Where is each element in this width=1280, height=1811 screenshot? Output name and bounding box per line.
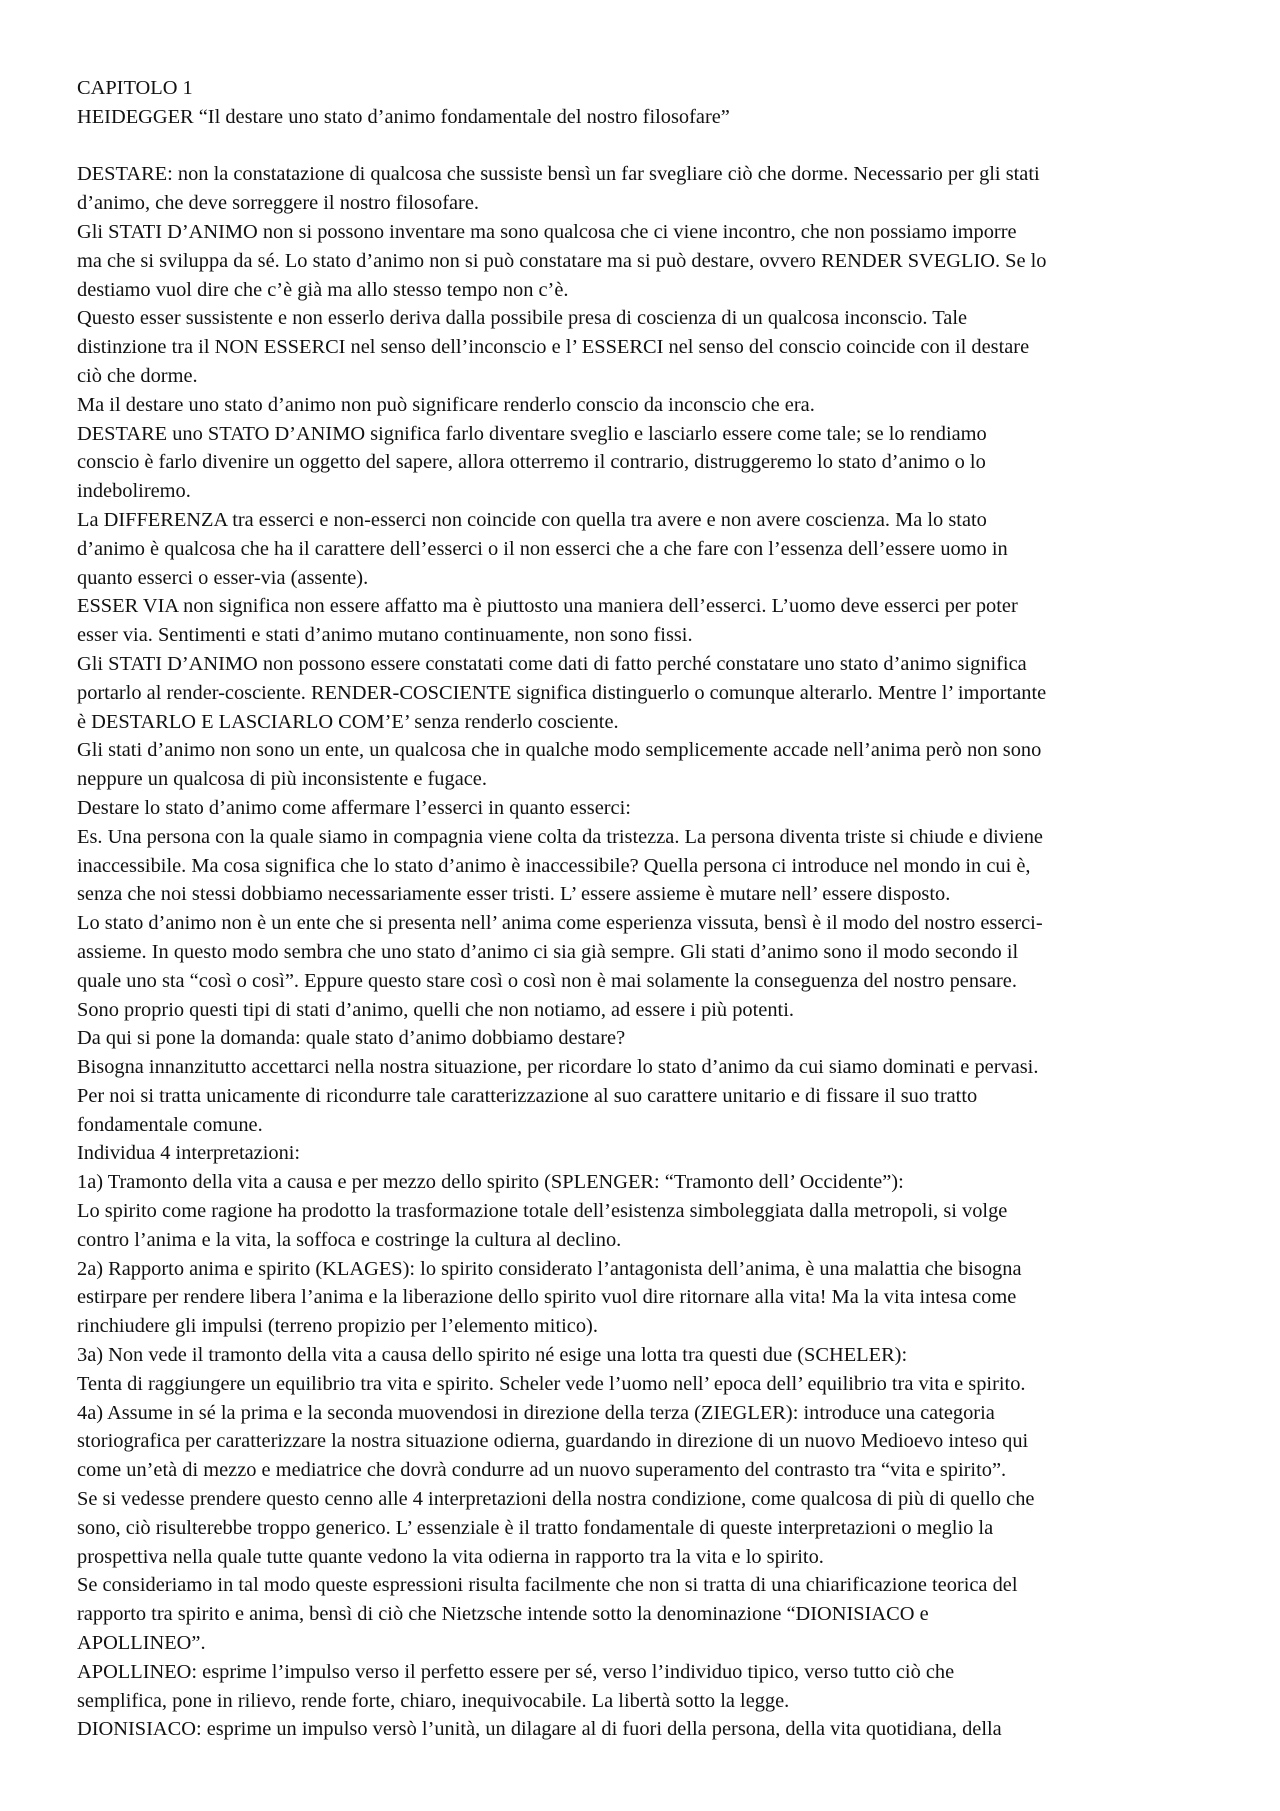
text-line: APOLLINEO”. bbox=[77, 1632, 206, 1655]
text-line: Bisogna innanzitutto accettarci nella nostra situazione, per ricordare lo stato d’animo da cui siamo dominati e pervasi. bbox=[77, 1056, 1039, 1079]
text-line: La DIFFERENZA tra esserci e non-esserci non coincide con quella tra avere e non avere coscienza. Ma lo stato bbox=[77, 508, 987, 531]
text-line: rapporto tra spirito e anima, bensì di ciò che Nietzsche intende sotto la denominazione “DIONISIACO e bbox=[77, 1603, 929, 1626]
text-line: quanto esserci o esser-via (assente). bbox=[77, 566, 369, 589]
text-line: 4a) Assume in sé la prima e la seconda muovendosi in direzione della terza (ZIEGLER): introduce una categoria bbox=[77, 1401, 995, 1424]
document-page bbox=[77, 74, 1212, 1744]
text-line: semplifica, pone in rilievo, rende forte, chiaro, inequivocabile. La libertà sotto la legge. bbox=[77, 1689, 790, 1712]
text-line: Destare lo stato d’animo come affermare l’esserci in quanto esserci: bbox=[77, 796, 631, 819]
text-line: inaccessibile. Ma cosa significa che lo stato d’animo è inaccessibile? Quella persona ci introduce nel mondo in cui è, bbox=[77, 854, 1031, 877]
text-line: ciò che dorme. bbox=[77, 364, 198, 387]
text-line: è DESTARLO E LASCIARLO COM’E’ senza renderlo cosciente. bbox=[77, 710, 619, 733]
text-line: portarlo al render-cosciente. RENDER-COSCIENTE significa distinguerlo o comunque alterarlo. Mentre l’ importante bbox=[77, 681, 1047, 704]
text-line: Individua 4 interpretazioni: bbox=[77, 1142, 301, 1165]
text-line: DESTARE uno STATO D’ANIMO significa farlo diventare sveglio e lasciarlo essere come tale; se lo rendiamo bbox=[77, 422, 987, 445]
text-line: 3a) Non vede il tramonto della vita a causa dello spirito né esige una lotta tra questi due (SCHELER): bbox=[77, 1344, 908, 1367]
text-line: ma che si sviluppa da sé. Lo stato d’animo non si può constatare ma si può destare, ovvero RENDER SVEGLIO. Se lo bbox=[77, 249, 1047, 272]
text-line: Questo esser sussistente e non esserlo deriva dalla possibile presa di coscienza di un qualcosa inconscio. Tale bbox=[77, 307, 968, 330]
text-line: Se si vedesse prendere questo cenno alle 4 interpretazioni della nostra condizione, come qualcosa di più di quello che bbox=[77, 1488, 1035, 1511]
text-line: destiamo vuol dire che c’è già ma allo stesso tempo non c’è. bbox=[77, 278, 569, 301]
text-line: assieme. In questo modo sembra che uno stato d’animo ci sia già sempre. Gli stati d’animo sono il modo secondo il bbox=[77, 940, 1019, 963]
text-line: Lo spirito come ragione ha prodotto la trasformazione totale dell’esistenza simboleggiata dalla metropoli, si volge bbox=[77, 1200, 1008, 1223]
text-line: Lo stato d’animo non è un ente che si presenta nell’ anima come esperienza vissuta, bensì è il modo del nostro esserci- bbox=[77, 912, 1043, 935]
text-line: Gli stati d’animo non sono un ente, un qualcosa che in qualche modo semplicemente accade nell’anima però non sono bbox=[77, 739, 1042, 762]
text-line: 1a) Tramonto della vita a causa e per mezzo dello spirito (SPLENGER: “Tramonto dell’ Occidente”): bbox=[77, 1171, 904, 1194]
text-line: Tenta di raggiungere un equilibrio tra vita e spirito. Scheler vede l’uomo nell’ epoca dell’ equilibrio tra vita e spirito. bbox=[77, 1372, 1026, 1395]
paragraph-spacer bbox=[77, 132, 1212, 161]
text-line: APOLLINEO: esprime l’impulso verso il perfetto essere per sé, verso l’individuo tipico, verso tutto ciò che bbox=[77, 1660, 955, 1683]
document-body bbox=[77, 160, 1212, 1744]
text-line: quale uno sta “così o così”. Eppure questo stare così o così non è mai solamente la conseguenza del nostro pensare. bbox=[77, 969, 1017, 992]
text-line: DESTARE: non la constatazione di qualcosa che sussiste bensì un far svegliare ciò che dorme. Necessario per gli stati bbox=[77, 163, 1040, 186]
text-line: rinchiudere gli impulsi (terreno propizio per l’elemento mitico). bbox=[77, 1315, 598, 1338]
text-line: Sono proprio questi tipi di stati d’animo, quelli che non notiamo, ad essere i più potenti. bbox=[77, 998, 794, 1021]
text-line: DIONISIACO: esprime un impulso versò l’unità, un dilagare al di fuori della persona, della vita quotidiana, della bbox=[77, 1718, 1002, 1741]
text-line: Es. Una persona con la quale siamo in compagnia viene colta da tristezza. La persona diventa triste si chiude e diviene bbox=[77, 825, 1043, 848]
text-line: Gli STATI D’ANIMO non possono essere constatati come dati di fatto perché constatare uno stato d’animo significa bbox=[77, 652, 1027, 675]
text-line: come un’età di mezzo e mediatrice che dovrà condurre ad un nuovo superamento del contrasto tra “vita e spirito”. bbox=[77, 1459, 1007, 1482]
text-line: indeboliremo. bbox=[77, 480, 191, 503]
text-line: contro l’anima e la vita, la soffoca e costringe la cultura al declino. bbox=[77, 1228, 622, 1251]
text-line: senza che noi stessi dobbiamo necessariamente esser tristi. L’ essere assieme è mutare nell’ essere disposto. bbox=[77, 883, 951, 906]
text-line: 2a) Rapporto anima e spirito (KLAGES): lo spirito considerato l’antagonista dell’anima, è una malattia che bisogna bbox=[77, 1257, 1022, 1280]
text-line: Da qui si pone la domanda: quale stato d’animo dobbiamo destare? bbox=[77, 1027, 626, 1050]
text-line: prospettiva nella quale tutte quante vedono la vita odierna in rapporto tra la vita e lo spirito. bbox=[77, 1545, 824, 1568]
text-line: estirpare per rendere libera l’anima e la liberazione dello spirito vuol dire ritornare alla vita! Ma la vita intesa come bbox=[77, 1286, 1017, 1309]
text-line: sono, ciò risulterebbe troppo generico. L’ essenziale è il tratto fondamentale di queste interpretazioni o meglio la bbox=[77, 1516, 994, 1539]
text-line: distinzione tra il NON ESSERCI nel senso dell’inconscio e l’ ESSERCI nel senso del conscio coincide con il destare bbox=[77, 336, 1030, 359]
chapter-title: HEIDEGGER “Il destare uno stato d’animo fondamentale del nostro filosofare” bbox=[77, 105, 730, 128]
text-line: esser via. Sentimenti e stati d’animo mutano continuamente, non sono fissi. bbox=[77, 624, 693, 647]
text-line: d’animo, che deve sorreggere il nostro filosofare. bbox=[77, 192, 479, 215]
text-line: Ma il destare uno stato d’animo non può significare renderlo conscio da inconscio che era. bbox=[77, 393, 815, 416]
text-line: Se consideriamo in tal modo queste espressioni risulta facilmente che non si tratta di una chiarificazione teorica del bbox=[77, 1574, 1018, 1597]
text-line: ESSER VIA non significa non essere affatto ma è piuttosto una maniera dell’esserci. L’uomo deve esserci per poter bbox=[77, 595, 1018, 618]
text-line: neppure un qualcosa di più inconsistente e fugace. bbox=[77, 768, 487, 791]
text-line: storiografica per caratterizzare la nostra situazione odierna, guardando in direzione di un nuovo Medioevo inteso qui bbox=[77, 1430, 1029, 1453]
text-line: fondamentale comune. bbox=[77, 1113, 263, 1136]
text-line: Gli STATI D’ANIMO non si possono inventare ma sono qualcosa che ci viene incontro, che non possiamo imporre bbox=[77, 220, 1017, 243]
chapter-heading: CAPITOLO 1 bbox=[77, 77, 193, 99]
text-line: conscio è farlo divenire un oggetto del sapere, allora otterremo il contrario, distruggeremo lo stato d’animo o lo bbox=[77, 451, 986, 474]
text-line: Per noi si tratta unicamente di ricondurre tale caratterizzazione al suo carattere unitario e di fissare il suo tratto bbox=[77, 1084, 978, 1107]
text-line: d’animo è qualcosa che ha il carattere dell’esserci o il non esserci che a che fare con l’essenza dell’essere uomo in bbox=[77, 537, 1008, 560]
